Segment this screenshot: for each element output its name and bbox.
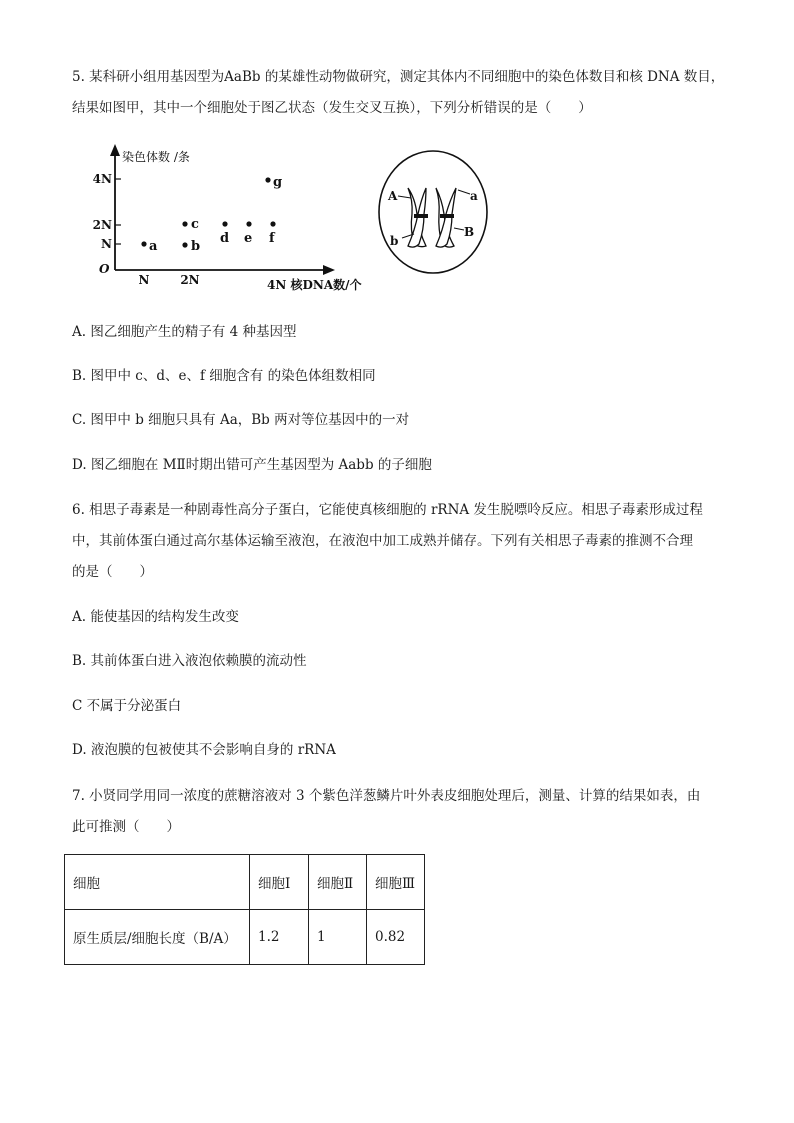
figure-yi — [374, 148, 494, 278]
point-b — [182, 242, 187, 247]
point-g — [265, 177, 270, 182]
q7-stem-line1: 7. 小贤同学用同一浓度的蔗糖溶液对 3 个紫色洋葱鳞片叶外表皮细胞处理后，测量、计算的结果如表，由 — [72, 788, 701, 804]
q5-option-a: A. 图乙细胞产生的精子有 4 种基因型 — [72, 324, 297, 340]
point-d — [222, 221, 227, 226]
allele-label-B: B — [464, 225, 475, 239]
table-header-cell: 细胞Ⅰ — [250, 855, 309, 910]
q5-stem-line1: 5. 某科研小组用基因型为AaBb 的某雄性动物做研究，测定其体内不同细胞中的染色体数目和核 DNA 数目， — [72, 69, 725, 85]
q5-option-b: B. 图甲中 c、d、e、f 细胞含有 的染色体组数相同 — [72, 368, 376, 384]
y-tick-label-n: N — [101, 237, 112, 251]
cell-membrane — [379, 151, 487, 273]
x-tick-label-2n: 2N — [180, 273, 200, 287]
x-axis-label: 4N 核DNA数/个 — [267, 278, 362, 292]
point-a-label: a — [149, 239, 158, 254]
q7-table — [64, 854, 425, 965]
point-e — [246, 221, 251, 226]
allele-label-a: a — [470, 189, 478, 203]
q5-stem-line2: 结果如图甲，其中一个细胞处于图乙状态（发生交叉互换），下列分析错误的是（ ） — [72, 100, 592, 116]
table-header-cell: 细胞Ⅱ — [309, 855, 367, 910]
y-axis-label: 染色体数 /条 — [122, 150, 190, 164]
table-cell: 1.2 — [250, 910, 309, 965]
allele-label-A: A — [388, 189, 398, 203]
q5-option-c: C. 图甲中 b 细胞只具有 Aa，Bb 两对等位基因中的一对 — [72, 412, 410, 428]
table-row — [65, 910, 425, 965]
point-g-label: g — [273, 175, 283, 190]
point-f — [270, 221, 275, 226]
point-d-label: d — [220, 231, 230, 246]
table-cell: 原生质层/细胞长度（B/A） — [65, 910, 250, 965]
point-b-label: b — [191, 239, 201, 254]
table-header-cell: 细胞 — [65, 855, 250, 910]
x-tick-label-n: N — [138, 273, 150, 287]
q6-stem-line3: 的是（ ） — [72, 564, 153, 580]
point-e-label: e — [244, 231, 253, 246]
q6-stem-line2: 中，其前体蛋白通过高尔基体运输至液泡，在液泡中加工成熟并储存。下列有关相思子毒素的推测不合理 — [72, 533, 693, 549]
table-cell: 1 — [309, 910, 367, 965]
y-tick-label-4n: 4N — [92, 172, 112, 186]
table-header-cell: 细胞Ⅲ — [367, 855, 425, 910]
q6-option-d: D. 液泡膜的包被使其不会影响自身的 rRNA — [72, 742, 336, 758]
q7-stem-line2: 此可推测（ ） — [72, 819, 180, 835]
point-a — [141, 241, 146, 246]
y-axis-arrow — [110, 144, 120, 156]
allele-label-b: b — [390, 234, 399, 248]
q6-option-c: C 不属于分泌蛋白 — [72, 698, 182, 714]
q6-option-a: A. 能使基因的结构发生改变 — [72, 609, 239, 625]
point-f-label: f — [269, 231, 275, 246]
centromere-right — [440, 214, 454, 218]
point-c-label: c — [191, 217, 199, 232]
table-header-row — [65, 855, 425, 910]
q5-option-d: D. 图乙细胞在 MⅡ时期出错可产生基因型为 Aabb 的子细胞 — [72, 457, 432, 473]
centromere-left — [414, 214, 428, 218]
x-axis-arrow — [323, 265, 335, 275]
table-cell: 0.82 — [367, 910, 425, 965]
q6-stem-line1: 6. 相思子毒素是一种剧毒性高分子蛋白，它能使真核细胞的 rRNA 发生脱嘌呤反应。相思子毒素形成过程 — [72, 502, 703, 518]
figure-jia — [92, 140, 362, 295]
point-c — [182, 221, 187, 226]
y-tick-label-2n: 2N — [92, 218, 112, 232]
q6-option-b: B. 其前体蛋白进入液泡依赖膜的流动性 — [72, 653, 307, 669]
origin-label: O — [99, 262, 110, 276]
